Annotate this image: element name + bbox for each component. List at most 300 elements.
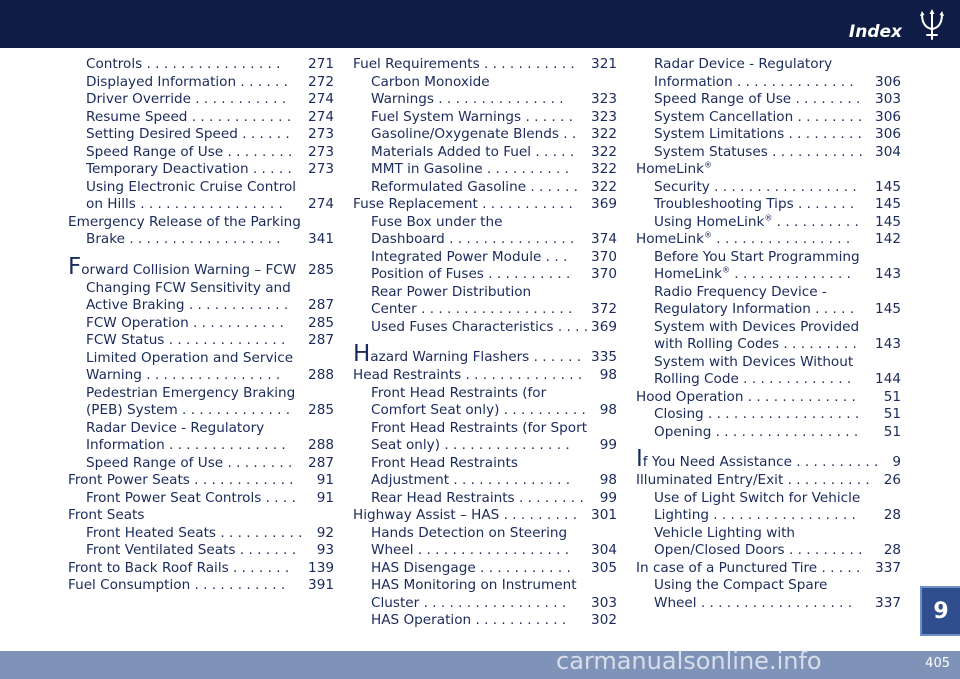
- index-subentry[interactable]: [353, 249, 617, 267]
- page-reference[interactable]: 304: [875, 143, 901, 160]
- entry-label: Front Seats: [68, 507, 145, 523]
- entry-text: [353, 56, 579, 74]
- entry-text: [86, 455, 296, 473]
- index-entry[interactable]: [353, 507, 617, 525]
- entry-text: [371, 126, 580, 144]
- index-entry[interactable]: [353, 56, 617, 74]
- index-entry[interactable]: [636, 231, 901, 249]
- entry-label: Speed Range of Use . . . . . . . .: [86, 454, 293, 471]
- page-reference[interactable]: 145: [875, 301, 901, 317]
- entry-text: [86, 332, 289, 350]
- page-reference[interactable]: 51: [883, 406, 901, 422]
- index-subentry[interactable]: [68, 490, 334, 508]
- index-subentry[interactable]: [636, 74, 901, 92]
- page-reference[interactable]: 98: [599, 402, 617, 418]
- entry-text: [86, 161, 296, 179]
- entry-text: [654, 144, 867, 162]
- entry-text: [86, 280, 295, 298]
- page-reference[interactable]: 337: [875, 559, 901, 576]
- entry-label: Brake . . . . . . . . . . . . . . . . . .: [86, 231, 281, 247]
- index-subentry[interactable]: [68, 109, 334, 127]
- page-reference[interactable]: 273: [308, 126, 334, 142]
- page-reference[interactable]: 145: [875, 178, 901, 195]
- entry-label: Head Restraints . . . . . . . . . . . . . .: [353, 367, 583, 383]
- page-reference[interactable]: 303: [875, 91, 901, 107]
- index-subentry[interactable]: [636, 284, 901, 302]
- entry-text: [68, 507, 148, 525]
- index-subentry[interactable]: [636, 525, 901, 543]
- entry-text: [86, 437, 290, 455]
- index-subentry[interactable]: [68, 315, 334, 333]
- entry-label: Carbon Monoxide: [371, 73, 490, 90]
- index-subentry[interactable]: [353, 525, 617, 543]
- entry-label: HAS Operation . . . . . . . . . . .: [371, 612, 567, 628]
- entry-text: [86, 402, 294, 420]
- entry-label: Troubleshooting Tips . . . . . . .: [654, 196, 855, 212]
- entry-label: Displayed Information . . . . . .: [86, 73, 288, 90]
- page-title: Index: [848, 22, 902, 42]
- registered-mark: ®: [721, 266, 730, 275]
- index-subentry[interactable]: [353, 74, 617, 92]
- index-subentry[interactable]: [68, 437, 334, 455]
- entry-text: [86, 179, 300, 197]
- page-reference[interactable]: 285: [308, 402, 334, 418]
- index-subentry[interactable]: [353, 161, 617, 179]
- entry-text: [86, 420, 268, 438]
- index-subentry[interactable]: [68, 367, 334, 385]
- index-subentry[interactable]: [68, 525, 334, 543]
- entry-label: Resume Speed . . . . . . . . . . . .: [86, 108, 292, 125]
- entry-text: [654, 424, 862, 442]
- entry-label: Opening . . . . . . . . . . . . . . . . .: [654, 423, 859, 440]
- index-subentry[interactable]: [353, 612, 617, 630]
- entry-label: f You Need Assistance . . . . . . . . . .: [642, 454, 879, 470]
- entry-label: Warnings . . . . . . . . . . . . . . .: [371, 91, 564, 107]
- index-subentry[interactable]: [68, 402, 334, 420]
- registered-mark: ®: [703, 161, 712, 170]
- index-subentry[interactable]: [636, 91, 901, 109]
- index-subentry[interactable]: [68, 56, 334, 74]
- page-reference[interactable]: 287: [308, 454, 334, 471]
- page-reference[interactable]: 341: [308, 231, 334, 247]
- entry-text: [86, 542, 300, 560]
- index-subentry[interactable]: [636, 319, 901, 337]
- entry-label: Reformulated Gasoline . . . . . .: [371, 178, 578, 195]
- page-reference[interactable]: 369: [591, 196, 617, 212]
- entry-text: [654, 336, 861, 354]
- index-subentry[interactable]: [68, 297, 334, 315]
- entry-text: [86, 367, 284, 385]
- page-reference[interactable]: 143: [875, 266, 901, 282]
- page-reference[interactable]: 322: [591, 126, 617, 142]
- page-reference[interactable]: 374: [591, 231, 617, 247]
- entry-label: Setting Desired Speed . . . . . .: [86, 126, 290, 142]
- entry-label: Front Head Restraints (for Sport: [371, 419, 588, 436]
- index-entry[interactable]: [68, 577, 334, 595]
- page-reference[interactable]: 287: [308, 297, 334, 313]
- page-reference[interactable]: 322: [591, 143, 617, 160]
- index-subentry[interactable]: [68, 280, 334, 298]
- entry-text: [68, 560, 293, 578]
- index-subentry[interactable]: [353, 402, 617, 420]
- entry-text: [86, 196, 287, 214]
- index-entry[interactable]: [68, 255, 334, 280]
- index-subentry[interactable]: [68, 332, 334, 350]
- index-subentry[interactable]: [636, 577, 901, 595]
- index-subentry[interactable]: [636, 301, 901, 319]
- entry-label: Emergency Release of the Parking: [68, 213, 301, 230]
- index-subentry[interactable]: [353, 577, 617, 595]
- index-entry[interactable]: [68, 214, 334, 232]
- page-reference[interactable]: 323: [591, 91, 617, 107]
- entry-label: Front Power Seat Controls . . . .: [86, 489, 296, 506]
- entry-leader: . . . . . . . . . . . . . .: [729, 266, 851, 282]
- entry-text: [654, 525, 799, 543]
- entry-text: [86, 385, 299, 403]
- index-subentry[interactable]: [636, 542, 901, 560]
- entry-text: [86, 350, 297, 368]
- page-reference[interactable]: 92: [316, 524, 334, 541]
- entry-label: Center . . . . . . . . . . . . . . . . . .: [371, 301, 573, 317]
- index-subentry[interactable]: [353, 385, 617, 403]
- page-reference[interactable]: 145: [875, 196, 901, 212]
- index-subentry[interactable]: [68, 74, 334, 92]
- index-subentry[interactable]: [68, 126, 334, 144]
- page-reference[interactable]: 287: [308, 332, 334, 348]
- entry-text: [86, 56, 285, 74]
- index-subentry[interactable]: [353, 472, 617, 490]
- entry-text: [371, 455, 522, 473]
- index-entry[interactable]: [353, 196, 617, 214]
- index-subentry[interactable]: [68, 385, 334, 403]
- entry-label: Speed Range of Use . . . . . . . .: [654, 91, 861, 107]
- entry-text: [371, 249, 571, 267]
- entry-label: Using HomeLink: [654, 213, 765, 230]
- entry-text: [654, 74, 858, 92]
- entry-label: Fuse Replacement . . . . . . . . . . .: [353, 196, 573, 212]
- entry-label: Fuel Consumption . . . . . . . . . . .: [68, 577, 286, 593]
- entry-label: Changing FCW Sensitivity and: [86, 279, 291, 296]
- index-entry[interactable]: [68, 472, 334, 490]
- entry-label: Front Power Seats . . . . . . . . . . . .: [68, 472, 294, 488]
- entry-label: System with Devices Provided: [654, 318, 860, 335]
- page-reference[interactable]: 139: [308, 559, 334, 576]
- index-subentry[interactable]: [636, 126, 901, 144]
- entry-text: [654, 490, 864, 508]
- index-subentry[interactable]: [353, 490, 617, 508]
- page-reference[interactable]: 274: [308, 196, 334, 212]
- entry-text: [68, 577, 289, 595]
- entry-label: HomeLink: [636, 231, 704, 247]
- entry-text: [636, 231, 854, 249]
- page-reference[interactable]: 143: [875, 336, 901, 352]
- page-reference[interactable]: 322: [591, 178, 617, 195]
- registered-mark: ®: [764, 213, 773, 222]
- index-entry[interactable]: [636, 161, 901, 179]
- page-reference[interactable]: 370: [591, 248, 617, 265]
- entry-text: [371, 420, 591, 438]
- index-subentry[interactable]: [353, 126, 617, 144]
- index-subentry[interactable]: [68, 196, 334, 214]
- page-reference[interactable]: 145: [875, 213, 901, 230]
- page-reference[interactable]: 304: [591, 542, 617, 558]
- index-subentry[interactable]: [353, 560, 617, 578]
- page-reference[interactable]: 51: [883, 423, 901, 440]
- trident-icon: [918, 8, 946, 42]
- page-number: 405: [925, 656, 950, 671]
- index-subentry[interactable]: [636, 214, 901, 232]
- entry-text: [86, 525, 306, 543]
- entry-text: [353, 196, 577, 214]
- entry-label: System Cancellation . . . . . . . .: [654, 108, 863, 125]
- index-subentry[interactable]: [68, 455, 334, 473]
- index-subentry[interactable]: [636, 595, 901, 613]
- entry-text: [636, 472, 874, 490]
- index-entry[interactable]: [68, 507, 334, 525]
- index-subentry[interactable]: [68, 161, 334, 179]
- entry-text: [636, 560, 864, 578]
- entry-text: [654, 56, 836, 74]
- entry-text: [371, 542, 573, 560]
- page-reference[interactable]: 288: [308, 437, 334, 453]
- entry-label: Closing . . . . . . . . . . . . . . . . . .: [654, 406, 860, 422]
- entry-text: [654, 109, 866, 127]
- index-subentry[interactable]: [636, 179, 901, 197]
- index-subentry[interactable]: [636, 336, 901, 354]
- watermark: carmanualsonline.info: [556, 647, 822, 675]
- entry-text: [654, 249, 864, 267]
- page-reference[interactable]: 372: [591, 301, 617, 317]
- entry-label: Limited Operation and Service: [86, 349, 294, 366]
- page-reference[interactable]: 370: [591, 266, 617, 282]
- index-entry[interactable]: [636, 560, 901, 578]
- entry-text: [86, 315, 288, 333]
- entry-label: HAS Disengage . . . . . . . . . . .: [371, 559, 571, 576]
- entry-text: [86, 231, 285, 249]
- index-subentry[interactable]: [353, 91, 617, 109]
- entry-label: Comfort Seat only) . . . . . . . . . .: [371, 402, 586, 418]
- entry-label: MMT in Gasoline . . . . . . . . . .: [371, 161, 570, 177]
- page-reference[interactable]: 306: [875, 73, 901, 90]
- entry-text: [371, 144, 578, 162]
- index-subentry[interactable]: [353, 266, 617, 284]
- page-reference[interactable]: 99: [599, 437, 617, 453]
- entry-label: Temporary Deactivation . . . . .: [86, 161, 292, 177]
- entry-label: Rolling Code . . . . . . . . . . . . .: [654, 371, 852, 387]
- entry-label: Materials Added to Fuel . . . . .: [371, 143, 575, 160]
- page-reference[interactable]: 98: [599, 367, 617, 383]
- entry-label: Active Braking . . . . . . . . . . . .: [86, 297, 289, 313]
- index-subentry[interactable]: [353, 109, 617, 127]
- page-reference[interactable]: 285: [308, 261, 334, 278]
- entry-text: [68, 254, 300, 280]
- entry-label: Seat only) . . . . . . . . . . . . . . .: [371, 437, 570, 453]
- index-subentry[interactable]: [636, 56, 901, 74]
- entry-label: Gasoline/Oxygenate Blends . .: [371, 126, 577, 142]
- index-subentry[interactable]: [353, 231, 617, 249]
- page-reference[interactable]: 91: [316, 489, 334, 506]
- page-reference[interactable]: 322: [591, 161, 617, 177]
- entry-label: Regulatory Information . . . . .: [654, 301, 855, 317]
- page-reference[interactable]: 99: [599, 489, 617, 506]
- entry-label: System with Devices Without: [654, 353, 854, 370]
- page-reference[interactable]: 323: [591, 108, 617, 125]
- entry-label: Before You Start Programming: [654, 248, 860, 265]
- index-subentry[interactable]: [353, 301, 617, 319]
- page-reference[interactable]: 335: [591, 349, 617, 365]
- entry-label: Pedestrian Emergency Braking: [86, 384, 296, 401]
- page-reference[interactable]: 98: [599, 472, 617, 488]
- page-reference[interactable]: 305: [591, 559, 617, 576]
- index-entry[interactable]: [636, 472, 901, 490]
- page-reference[interactable]: 28: [883, 507, 901, 523]
- entry-text: [68, 472, 298, 490]
- entry-text: [654, 319, 863, 337]
- entry-text: [654, 91, 864, 109]
- entry-label: Front to Back Roof Rails . . . . . . .: [68, 559, 290, 576]
- index-subentry[interactable]: [68, 91, 334, 109]
- page-reference[interactable]: 272: [308, 73, 334, 90]
- entry-label: Front Head Restraints: [371, 454, 518, 471]
- index-subentry[interactable]: [636, 109, 901, 127]
- entry-text: [654, 371, 855, 389]
- entry-label: on Hills . . . . . . . . . . . . . . . . .: [86, 196, 283, 212]
- index-subentry[interactable]: [353, 214, 617, 232]
- index-subentry[interactable]: [353, 420, 617, 438]
- page-reference[interactable]: 93: [316, 542, 334, 558]
- entry-label: Warning . . . . . . . . . . . . . . . .: [86, 367, 281, 383]
- page-reference[interactable]: 337: [875, 594, 901, 611]
- index-subentry[interactable]: [353, 455, 617, 473]
- index-subentry[interactable]: [636, 490, 901, 508]
- index-subentry[interactable]: [636, 371, 901, 389]
- index-subentry[interactable]: [353, 144, 617, 162]
- index-subentry[interactable]: [636, 354, 901, 372]
- index-subentry[interactable]: [353, 179, 617, 197]
- page-reference[interactable]: 302: [591, 612, 617, 628]
- entry-text: [86, 297, 292, 315]
- index-subentry[interactable]: [68, 179, 334, 197]
- index-entry[interactable]: [353, 367, 617, 385]
- entry-text: [636, 389, 860, 407]
- entry-label: Rear Power Distribution: [371, 283, 532, 300]
- page-reference[interactable]: 142: [875, 231, 901, 247]
- page-reference[interactable]: 51: [883, 388, 901, 405]
- index-subentry[interactable]: [636, 406, 901, 424]
- index-subentry[interactable]: [636, 196, 901, 214]
- entry-label: Open/Closed Doors . . . . . . . . .: [654, 542, 863, 558]
- page-reference[interactable]: 369: [591, 318, 617, 335]
- page-reference[interactable]: 306: [875, 108, 901, 125]
- page-reference[interactable]: 301: [591, 507, 617, 523]
- page-reference[interactable]: 321: [591, 56, 617, 72]
- entry-text: [371, 301, 576, 319]
- page-reference[interactable]: 144: [875, 371, 901, 387]
- index-entry[interactable]: [68, 560, 334, 578]
- entry-text: [654, 354, 857, 372]
- index-subentry[interactable]: [68, 231, 334, 249]
- page-reference[interactable]: 303: [591, 594, 617, 611]
- index-subentry[interactable]: [68, 144, 334, 162]
- entry-label: Using the Compact Spare: [654, 577, 828, 593]
- entry-label: Cluster . . . . . . . . . . . . . . . . .: [371, 594, 567, 611]
- entry-label: Illuminated Entry/Exit . . . . . . . . . .: [636, 472, 870, 488]
- entry-label: Fuel System Warnings . . . . . .: [371, 108, 573, 125]
- entry-leader: . . . . . . . . . .: [772, 213, 859, 230]
- entry-text: [86, 490, 300, 508]
- index-subentry[interactable]: [353, 542, 617, 560]
- entry-leader: . . . . . . . . . . . . . . . .: [711, 231, 851, 247]
- page-reference[interactable]: 28: [883, 542, 901, 558]
- section-letter: I: [636, 447, 643, 472]
- page-reference[interactable]: 306: [875, 126, 901, 142]
- entry-text: [371, 74, 494, 92]
- index-subentry[interactable]: [68, 420, 334, 438]
- entry-label: Vehicle Lighting with: [654, 524, 796, 541]
- index-subentry[interactable]: [636, 424, 901, 442]
- index-subentry[interactable]: [68, 542, 334, 560]
- entry-label: Wheel . . . . . . . . . . . . . . . . . .: [371, 542, 570, 558]
- entry-label: Lighting . . . . . . . . . . . . . . . . .: [654, 507, 856, 523]
- page-reference[interactable]: 9: [892, 454, 901, 470]
- entry-label: Security . . . . . . . . . . . . . . . . .: [654, 178, 857, 195]
- page-reference[interactable]: 273: [308, 161, 334, 177]
- entry-text: [371, 231, 578, 249]
- index-subentry[interactable]: [636, 144, 901, 162]
- entry-text: [86, 109, 295, 127]
- entry-label: with Rolling Codes . . . . . . . . .: [654, 336, 857, 352]
- entry-text: [371, 214, 507, 232]
- index-column-3: [636, 56, 901, 612]
- page-reference[interactable]: 271: [308, 56, 334, 72]
- page-reference[interactable]: 26: [883, 472, 901, 488]
- index-subentry[interactable]: [68, 350, 334, 368]
- entry-text: [371, 595, 570, 613]
- entry-label: azard Warning Flashers . . . . . .: [370, 349, 582, 365]
- index-subentry[interactable]: [353, 284, 617, 302]
- entry-text: [371, 179, 582, 197]
- page-reference[interactable]: 273: [308, 143, 334, 160]
- entry-text: [371, 437, 574, 455]
- index-entry[interactable]: [636, 447, 901, 472]
- entry-text: [371, 266, 574, 284]
- page-reference[interactable]: 91: [316, 472, 334, 488]
- page-reference[interactable]: 288: [308, 367, 334, 383]
- index-subentry[interactable]: [353, 437, 617, 455]
- index-entry[interactable]: [353, 342, 617, 367]
- entry-label: Controls . . . . . . . . . . . . . . . .: [86, 56, 281, 72]
- chapter-tab[interactable]: 9: [920, 586, 960, 636]
- index-subentry[interactable]: [636, 507, 901, 525]
- entry-label: Adjustment . . . . . . . . . . . . . .: [371, 472, 571, 488]
- index-subentry[interactable]: [636, 266, 901, 284]
- index-subentry[interactable]: [636, 249, 901, 267]
- entry-label: HAS Monitoring on Instrument: [371, 577, 577, 593]
- entry-text: [654, 301, 858, 319]
- page-reference[interactable]: 274: [308, 91, 334, 107]
- page-reference[interactable]: 285: [308, 314, 334, 331]
- entry-label: Dashboard . . . . . . . . . . . . . . .: [371, 231, 575, 247]
- page-reference[interactable]: 274: [308, 108, 334, 125]
- index-entry[interactable]: [636, 389, 901, 407]
- registered-mark: ®: [703, 231, 712, 240]
- entry-label: Rear Head Restraints . . . . . . . .: [371, 489, 584, 506]
- index-subentry[interactable]: [353, 595, 617, 613]
- entry-label: Integrated Power Module . . .: [371, 248, 568, 265]
- page-reference[interactable]: 391: [308, 577, 334, 593]
- entry-text: [371, 612, 570, 630]
- index-subentry[interactable]: [353, 319, 617, 337]
